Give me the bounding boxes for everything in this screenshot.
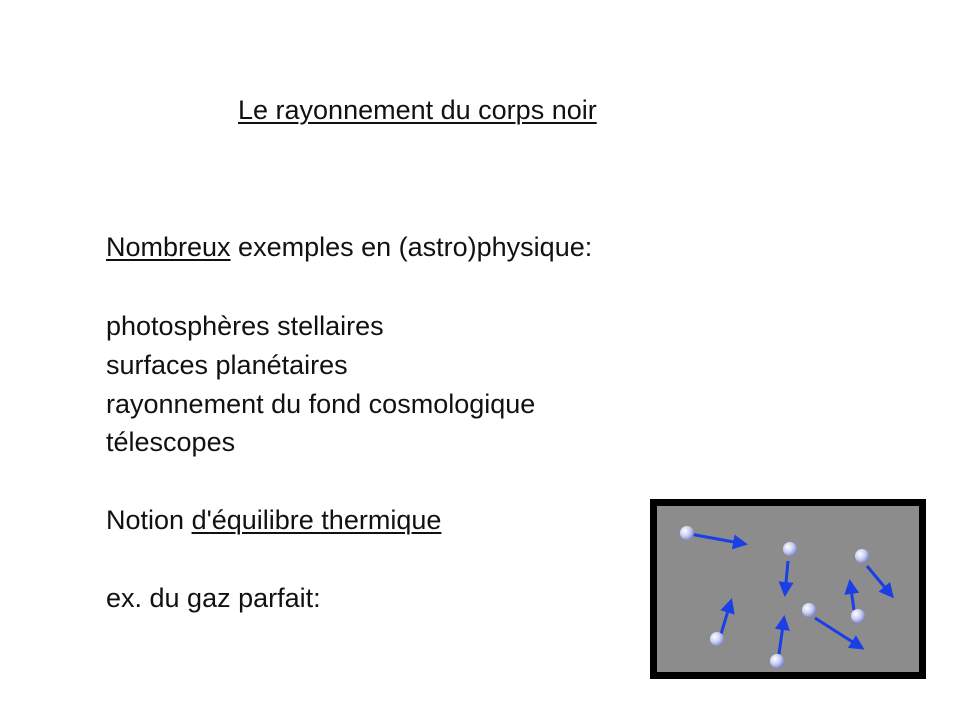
example-item-cosmic-background: rayonnement du fond cosmologique <box>106 389 536 419</box>
gas-example-line: ex. du gaz parfait: <box>106 583 321 613</box>
velocity-arrow <box>867 566 892 596</box>
velocity-arrow <box>721 601 731 634</box>
intro-rest: exemples en (astro)physique: <box>230 232 593 262</box>
notion-underlined: d'équilibre thermique <box>191 505 442 535</box>
ideal-gas-diagram <box>657 506 919 672</box>
example-item-surfaces: surfaces planétaires <box>106 350 348 380</box>
notion-line <box>106 503 441 537</box>
gas-particle <box>855 549 869 563</box>
gas-particle <box>851 609 865 623</box>
slide-title: Le rayonnement du corps noir <box>238 95 597 125</box>
ideal-gas-illustration <box>650 499 926 679</box>
velocity-arrow <box>850 582 854 610</box>
notion-prefix: Notion <box>106 505 192 535</box>
velocity-arrow <box>785 561 788 594</box>
gas-particle <box>710 632 724 646</box>
gas-particle <box>680 526 694 540</box>
velocity-arrow <box>779 618 784 654</box>
example-item-photospheres: photosphères stellaires <box>106 311 384 341</box>
velocity-arrow <box>815 618 862 648</box>
gas-particle <box>802 603 816 617</box>
velocity-arrow <box>690 534 745 544</box>
intro-underlined-word: Nombreux <box>106 232 231 262</box>
gas-particle <box>770 654 784 668</box>
example-item-telescopes: télescopes <box>106 427 236 457</box>
intro-line <box>106 230 592 264</box>
gas-particle <box>783 542 797 556</box>
